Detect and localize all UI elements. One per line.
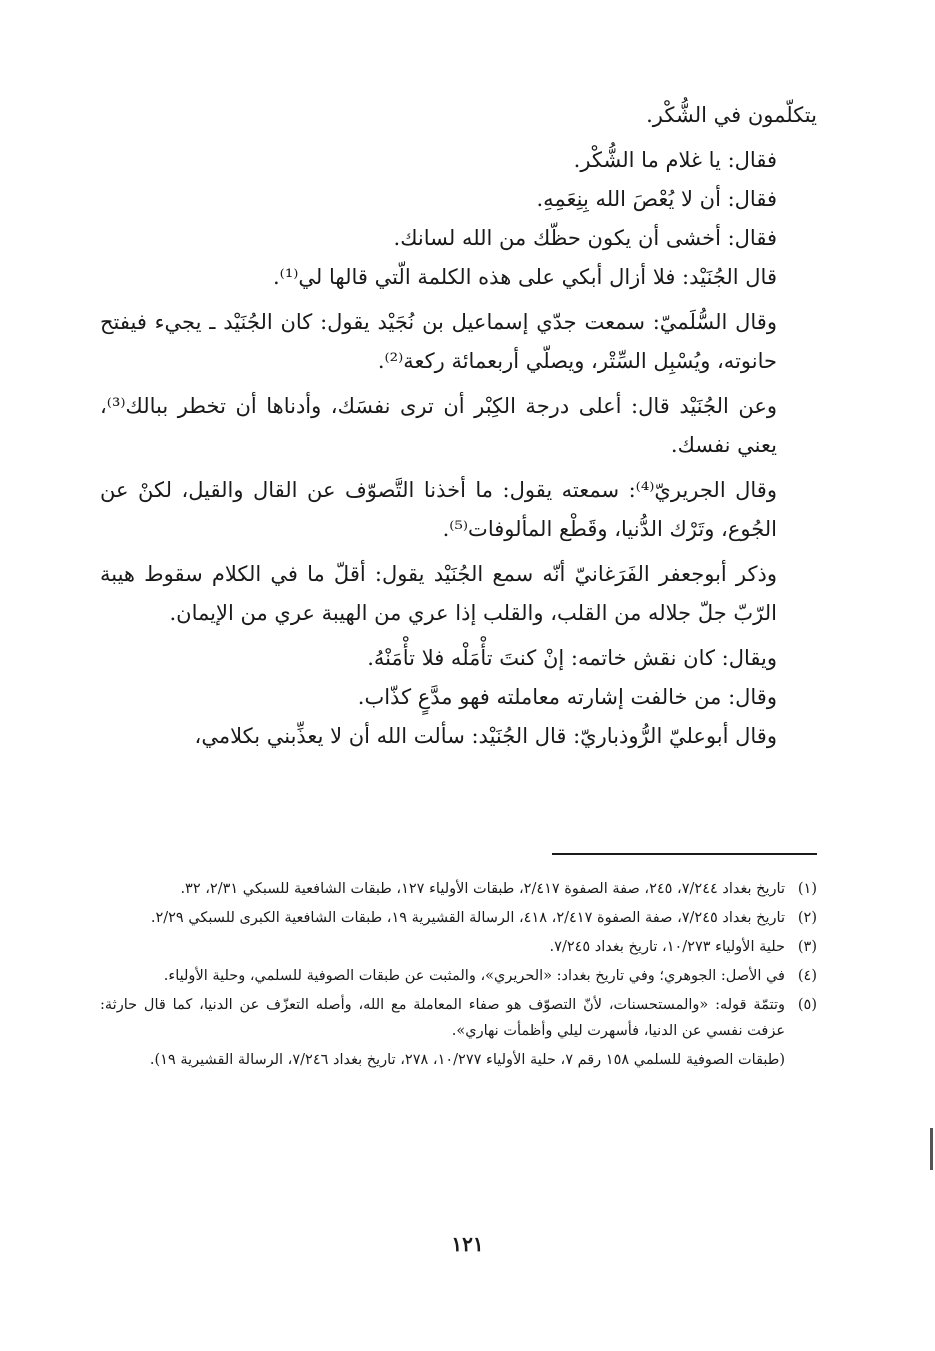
page-number: ١٢١ [451,1232,484,1256]
footnote-2 [100,905,817,931]
paragraph-5: قال الجُنَيْد: فلا أزال أبكي على هذه الكلمة الّتي قالها لي⁽¹⁾. [272,265,777,289]
footnote-5 [100,992,817,1044]
footnote-1 [100,876,817,902]
footnotes [100,876,817,1076]
paragraph-12: وقال أبوعليّ الرُّوذباريّ: قال الجُنَيْد: سألت الله أن لا يعذِّبني بكلامي، [194,724,777,748]
footnote-text: وتتمّة قوله: «والمستحسنات، لأنّ التصوّف هو صفاء المعاملة مع الله، وأصله التعزّف عن الدنيا، كما قال حارثة: عزفت نفسي عن الدنيا، فأسهرت ليلي وأظمأت نهاري». [100,997,785,1039]
paragraph-8: وقال الجريريّ⁽⁴⁾: سمعته يقول: ما أخذنا التَّصوّف عن القال والقيل، لكنْ عن الجُوع، وتَرْك الدُّنيا، وقَطْع المألوفات⁽⁵⁾. [100,478,777,541]
paragraph-11: وقال: من خالفت إشارته معاملته فهو مدَّعٍ كذّاب. [357,685,777,709]
footnote-number: (٢) [797,910,817,926]
paragraph-3: فقال: أن لا يُعْصَ الله بِنِعَمِهِ. [536,187,777,211]
footnote-3 [100,934,817,960]
paragraph-4: فقال: أخشى أن يكون حظّك من الله لسانك. [393,226,777,250]
footnote-text: حلية الأولياء ١٠/٢٧٣، تاريخ بغداد ٧/٢٤٥. [549,939,785,955]
footnote-number: (٥) [797,997,817,1013]
scan-edge-mark [930,1128,933,1170]
footnote-divider [552,853,817,855]
footnote-4 [100,963,817,989]
paragraph-10: ويقال: كان نقش خاتمه: إنْ كنتَ تأْمَلْه فلا تأْمَنْهُ. [367,646,777,670]
footnote-text: في الأصل: الجوهري؛ وفي تاريخ بغداد: «الحريري»، والمثبت عن طبقات الصوفية للسلمي، وحلية الأولياء. [163,968,785,984]
footnote-text: تاريخ بغداد ٧/٢٤٥، صفة الصفوة ٢/٤١٧، ٤١٨، الرسالة القشيرية ١٩، طبقات الشافعية الكبرى للسبكي ٢/٢٩. [150,910,785,926]
footnote-number: (٤) [797,968,817,984]
footnote-text: تاريخ بغداد ٧/٢٤٤، ٢٤٥، صفة الصفوة ٢/٤١٧، طبقات الأولياء ١٢٧، طبقات الشافعية للسبكي ٢/٣١، ٣٢. [180,881,785,897]
paragraph-1: يتكلّمون في الشُّكْر. [646,103,817,127]
paragraph-7: وعن الجُنَيْد قال: أعلى درجة الكِبْر أن ترى نفسَك، وأدناها أن تخطر ببالك⁽³⁾، يعني نفسك. [100,394,777,457]
footnote-text: (طبقات الصوفية للسلمي ١٥٨ رقم ٧، حلية الأولياء ١٠/٢٧٧، ٢٧٨، تاريخ بغداد ٧/٢٤٦، الرسالة القشيرية ١٩). [149,1052,785,1068]
footnote-number: (٣) [797,939,817,955]
paragraph-2: فقال: يا غلام ما الشُّكْر. [573,148,777,172]
footnote-5-continuation [100,1047,817,1073]
paragraph-9: وذكر أبوجعفر الفَرَغانيّ أنّه سمع الجُنَيْد يقول: أقلّ ما في الكلام سقوط هيبة الرّبّ جلّ جلاله من القلب، والقلب إذا عري من الهيبة عري من الإيمان. [100,562,777,625]
paragraph-6: وقال السُّلَميّ: سمعت جدّي إسماعيل بن نُجَيْد يقول: كان الجُنَيْد ـ يجيء فيفتح حانوته، ويُسْبِل السِّتْر، ويصلّي أربعمائة ركعة⁽²⁾. [100,310,777,373]
footnote-number: (١) [797,881,817,897]
main-text [100,96,817,756]
